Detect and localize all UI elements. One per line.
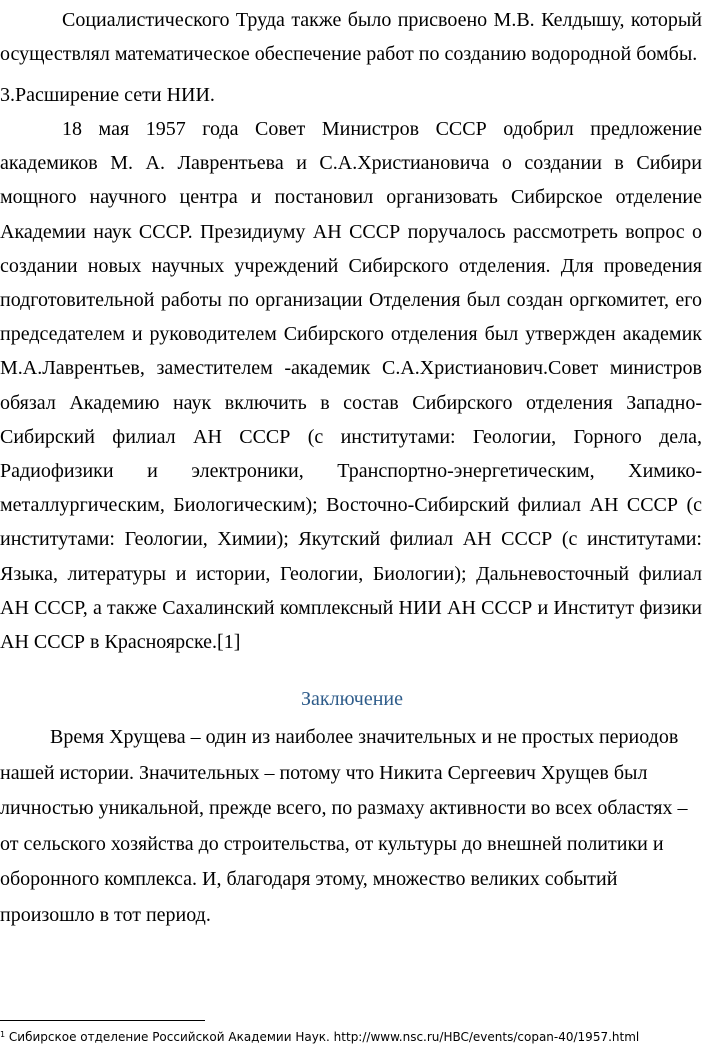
footnote	[0, 1029, 704, 1045]
paragraph-award: Социалистического Труда также было присвоено М.В. Келдышу, который осуществлял математическое обеспечение работ по созданию водородной бомбы.	[0, 9, 702, 66]
paragraph-siberian-branch: 18 мая 1957 года Совет Министров СССР одобрил предложение академиков М. А. Лаврентьева и С.А.Христиановича о создании в Сибири мощного научного центра и постановил организовать Сибирское отделение Академии наук СССР. Президиуму АН СССР поручалось рассмотреть вопрос о создании новых научных учреждений Сибирского отделения. Для проведения подготовительной работы по организации Отделения был создан оргкомитет, его председателем и руководителем Сибирского отделения был утвержден академик М.А.Лаврентьев, заместителем -академик С.А.Христианович.Совет министров обязал Академию наук включить в состав Сибирского отделения Западно-Сибирский филиал АН СССР (с институтами: Геологии, Горного дела, Радиофизики и электроники, Транспортно-энергетическим, Химико-металлургическим, Биологическим); Восточно-Сибирский филиал АН СССР (с институтами: Геологии, Химии); Якутский филиал АН СССР (с институтами: Языка, литературы и истории, Геологии, Биологии); Дальневосточный филиал АН СССР, а также Сахалинский комплексный НИИ АН СССР и Институт физики АН СССР в Красноярске.[1]	[0, 118, 702, 654]
footnote-text: Сибирское отделение Российской Академии Наук. http://www.nsc.ru/HBC/events/copan-40/1957.html	[5, 1030, 640, 1044]
footnote-separator	[0, 1020, 205, 1021]
footnote-marker: 1	[0, 1030, 6, 1039]
paragraph-conclusion: Время Хрущева – один из наиболее значительных и не простых периодов нашей истории. Значительных – потому что Никита Сергеевич Хрущев был личностью уникальной, прежде всего, по размаху активности во всех областях – от сельского хозяйства до строительства, от культуры до внешней политики и оборонного комплекса. И, благодаря этому, множество великих событий произошло в тот период.	[0, 726, 688, 926]
section-title: 3.Расширение сети НИИ.	[0, 84, 215, 106]
conclusion-heading: Заключение	[301, 688, 403, 710]
